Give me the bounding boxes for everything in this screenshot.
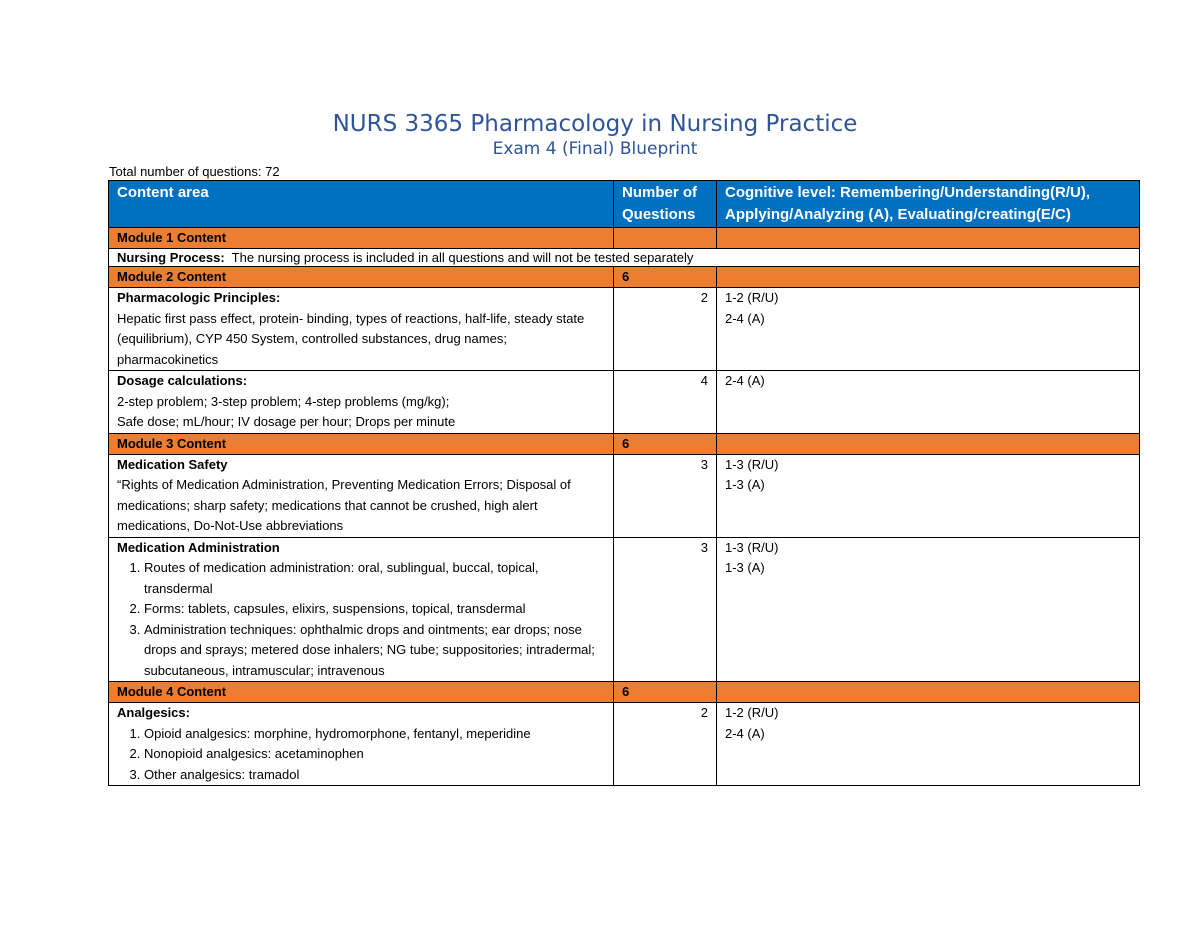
cognitive-level: 1-3 (A) (725, 477, 765, 492)
topic-text: Hepatic first pass effect, protein- binding, types of reactions, half-life, steady state (equilibrium), CYP 450 System, controlled substances, drug names; pharmacokinetics (117, 310, 585, 367)
question-count: 2 (614, 288, 717, 371)
page-subtitle: Exam 4 (Final) Blueprint (492, 139, 698, 159)
document-titles (0, 110, 1190, 160)
cognitive-cell (717, 454, 1140, 537)
header-content-area: Content area (109, 181, 614, 228)
page-title: NURS 3365 Pharmacology in Nursing Practice (332, 111, 858, 137)
list-item: 2. Forms: tablets, capsules, elixirs, suspensions, topical, transdermal (144, 599, 605, 620)
cognitive-level: 1-3 (A) (725, 560, 765, 575)
question-count: 2 (614, 703, 717, 786)
cognitive-level: 1-3 (R/U) (725, 456, 779, 472)
topic-text: 2-step problem; 3-step problem; 4-step problems (mg/kg); (117, 393, 450, 409)
table-row (109, 288, 1140, 371)
module-row (109, 228, 1140, 249)
cognitive-level: 1-2 (R/U) (725, 705, 779, 720)
nursing-process-text: The nursing process is included in all questions and will not be tested separately (224, 250, 694, 265)
module-count (614, 228, 717, 249)
content-cell (109, 454, 614, 537)
table-row (109, 537, 1140, 682)
table-header-row (109, 181, 1140, 228)
module-level (717, 682, 1140, 703)
module-count: 6 (614, 433, 717, 454)
cognitive-level: 1-2 (R/U) (725, 290, 779, 305)
module-level (717, 228, 1140, 249)
header-cognitive-level: Cognitive level: Remembering/Understanding(R/U), Applying/Analyzing (A), Evaluating/creating(E/C) (717, 181, 1140, 228)
topic-title: Medication Administration (117, 539, 280, 555)
question-count: 4 (614, 371, 717, 434)
cognitive-level: 2-4 (A) (725, 310, 765, 326)
module-row (109, 433, 1140, 454)
topic-text: “Rights of Medication Administration, Preventing Medication Errors; Disposal of medications; sharp safety; medications that cannot be crushed, high alert medications, Do-Not-Use abbreviations (117, 477, 571, 533)
table-row (109, 703, 1140, 786)
content-cell (109, 703, 614, 786)
topic-title: Dosage calculations: (117, 373, 248, 388)
cognitive-level: 2-4 (A) (725, 373, 765, 388)
list-item: 2. Nonopioid analgesics: acetaminophen (144, 744, 605, 765)
nursing-process-label: Nursing Process: (117, 250, 225, 265)
content-cell (109, 371, 614, 434)
topic-title: Analgesics: (117, 705, 190, 720)
cognitive-cell (717, 371, 1140, 434)
module-row (109, 267, 1140, 288)
content-cell (109, 288, 614, 371)
cognitive-level: 1-3 (R/U) (725, 539, 779, 555)
cognitive-level: 2-4 (A) (725, 725, 765, 741)
module-count: 6 (614, 682, 717, 703)
cognitive-cell (717, 703, 1140, 786)
topic-text: Safe dose; mL/hour; IV dosage per hour; Drops per minute (117, 414, 456, 429)
blueprint-table (108, 180, 1140, 786)
question-count: 3 (614, 537, 717, 682)
module-count: 6 (614, 267, 717, 288)
total-questions: Total number of questions: 72 (109, 164, 280, 179)
table-row (109, 454, 1140, 537)
table-row (109, 371, 1140, 434)
module-label: Module 1 Content (109, 228, 614, 249)
list-item: 1. Opioid analgesics: morphine, hydromorphone, fentanyl, meperidine (144, 724, 605, 745)
cognitive-cell (717, 537, 1140, 682)
module-label: Module 3 Content (109, 433, 614, 454)
topic-title: Pharmacologic Principles: (117, 290, 281, 305)
topic-list (117, 724, 605, 786)
module-row (109, 682, 1140, 703)
list-item: 3. Administration techniques: ophthalmic drops and ointments; ear drops; nose drops and sprays; metered dose inhalers; NG tube; suppositories; intradermal; subcutaneous, intramuscular; intravenous (144, 620, 605, 682)
nursing-process-cell (109, 249, 1140, 267)
module-level (717, 433, 1140, 454)
question-count: 3 (614, 454, 717, 537)
topic-list (117, 558, 605, 681)
module-label: Module 4 Content (109, 682, 614, 703)
header-number-of-questions: Number of Questions (614, 181, 717, 228)
list-item: 3. Other analgesics: tramadol (144, 765, 605, 786)
topic-title: Medication Safety (117, 456, 228, 472)
nursing-process-row (109, 249, 1140, 267)
cognitive-cell (717, 288, 1140, 371)
content-cell (109, 537, 614, 682)
module-label: Module 2 Content (109, 267, 614, 288)
module-level (717, 267, 1140, 288)
list-item: 1. Routes of medication administration: oral, sublingual, buccal, topical, transdermal (144, 558, 605, 599)
